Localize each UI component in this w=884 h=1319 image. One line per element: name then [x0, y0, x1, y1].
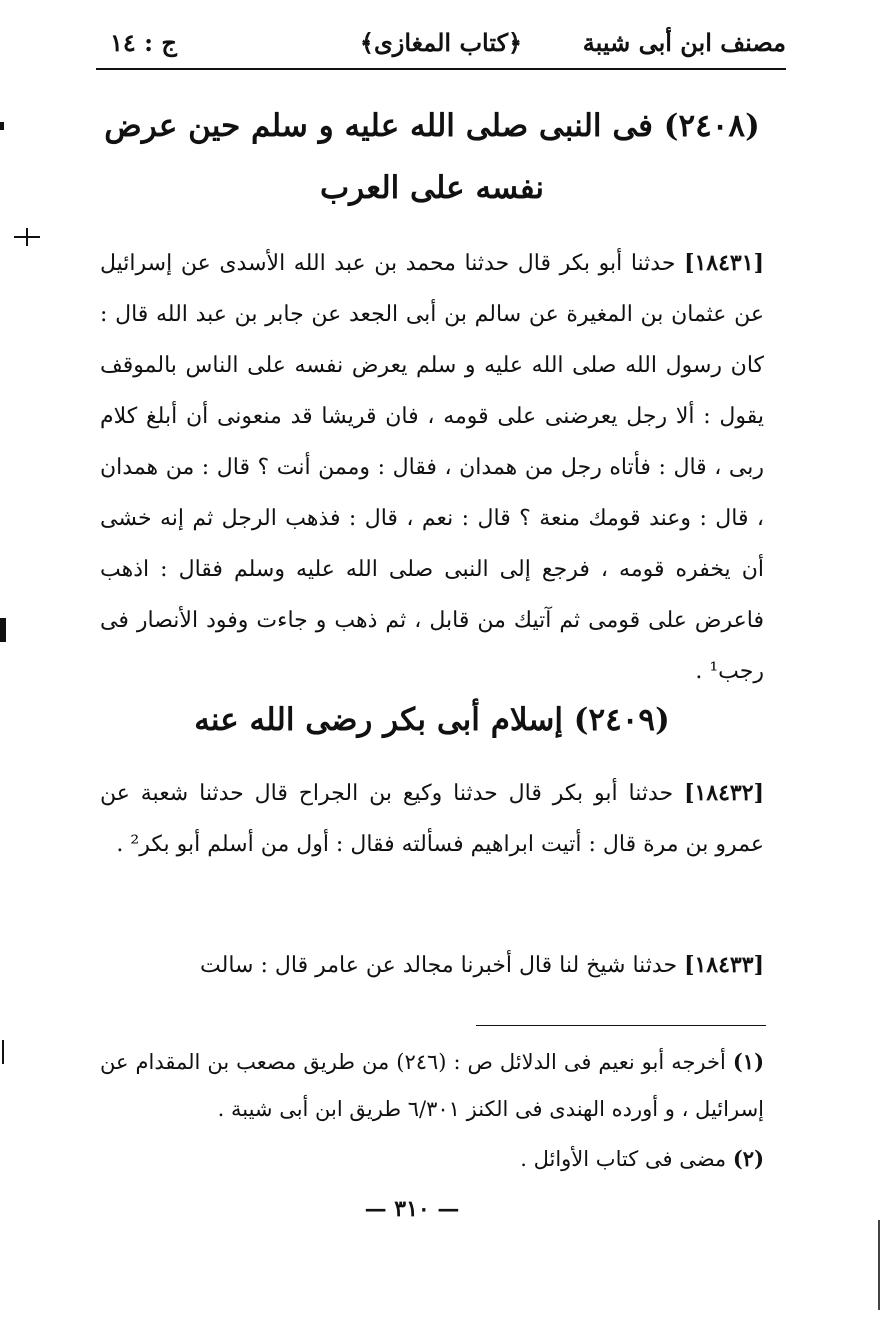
- hadith-18433-number: [١٨٤٣٣]: [684, 952, 764, 978]
- footnote-1-marker: (١): [732, 1049, 764, 1074]
- chapter-2408-heading: [100, 95, 764, 219]
- hadith-18431: [100, 238, 764, 697]
- hadith-18432-number: [١٨٤٣٢]: [684, 780, 764, 806]
- footnote-2-marker: (٢): [732, 1146, 764, 1171]
- footnote-2-text: مضى فى كتاب الأوائل .: [520, 1147, 727, 1171]
- chapter-2409-title: (٢٤٠٩) إسلام أبى بكر رضى الله عنه: [194, 702, 670, 738]
- footnote-1-text: أخرجه أبو نعيم فى الدلائل ص : (٢٤٦) من طريق مصعب بن المقدام عن إسرائيل ، و أورده الهندى فى الكنز ٦/٣٠١ طريق ابن أبى شيبة .: [100, 1050, 764, 1121]
- hadith-18432-text: حدثنا أبو بكر قال حدثنا وكيع بن الجراح قال حدثنا شعبة عن عمرو بن مرة قال : أتيت ابراهيم فسألته فقال : أول من أسلم أبو بكر² .: [100, 781, 764, 857]
- footnote-1: [100, 1038, 764, 1133]
- footnote-2: [100, 1135, 764, 1183]
- hadith-18431-number: [١٨٤٣١]: [684, 250, 764, 276]
- section-title: ﴿كتاب المغازى﴾: [359, 28, 523, 57]
- chapter-2408-title-line2: نفسه على العرب: [319, 170, 545, 206]
- hadith-18431-text: حدثنا أبو بكر قال حدثنا محمد بن عبد الله الأسدى عن إسرائيل عن عثمان بن المغيرة عن سالم بن أبى الجعد عن جابر بن عبد الله قال : كان رسول الله صلى الله عليه و سلم يعرض نفسه على الناس بالموقف يقول : ألا رجل يعرضنى على قومه ، فان قريشا قد منعونى أن أبلغ كلام ربى ، قال : فأتاه رجل من همدان ، فقال : وممن أنت ؟ قال : من همدان ، قال : وعند قومك منعة ؟ قال : نعم ، قال : فذهب الرجل ثم إنه خشى أن يخفره قومه ، فرجع إلى النبى صلى الله عليه وسلم فقال : اذهب فاعرض على قومى ثم آتيك من قابل ، ثم ذهب و جاءت وفود الأنصار فى رجب¹ .: [100, 251, 764, 684]
- hadith-18433: [100, 940, 764, 991]
- scan-mark: [0, 122, 4, 130]
- volume-number: ج : ١٤: [110, 28, 177, 57]
- scan-mark: [0, 618, 6, 642]
- footnote-divider: [476, 1025, 766, 1026]
- running-header: [96, 24, 786, 66]
- header-divider: [96, 68, 786, 70]
- chapter-2409-heading: [100, 689, 764, 751]
- book-title: مصنف ابن أبى شيبة: [582, 28, 786, 57]
- scan-mark: [878, 1220, 880, 1310]
- page-number: — ٣١٠ —: [364, 1196, 460, 1222]
- scan-mark: [2, 1040, 4, 1064]
- chapter-2408-title-line1: (٢٤٠٨) فى النبى صلى الله عليه و سلم حين عرض: [104, 108, 760, 144]
- hadith-18433-text: حدثنا شيخ لنا قال أخبرنا مجالد عن عامر قال : سالت: [200, 953, 678, 978]
- hadith-18432: [100, 768, 764, 870]
- scan-mark: [26, 228, 28, 246]
